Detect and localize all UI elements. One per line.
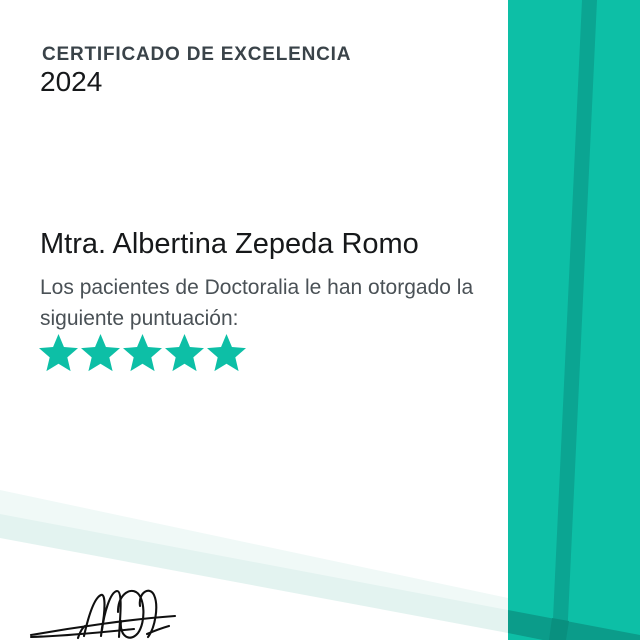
star-icon bbox=[164, 333, 205, 374]
star-rating bbox=[38, 333, 247, 374]
star-icon bbox=[38, 333, 79, 374]
rating-description bbox=[40, 272, 490, 334]
band-overlap-dark bbox=[549, 618, 569, 640]
signature bbox=[26, 584, 186, 640]
star-icon bbox=[206, 333, 247, 374]
certificate-title: CERTIFICADO DE EXCELENCIA bbox=[42, 44, 352, 65]
recipient-name: Mtra. Albertina Zepeda Romo bbox=[40, 228, 419, 260]
star-icon bbox=[122, 333, 163, 374]
rating-description-line1: Los pacientes de Doctoralia le han otorgado la bbox=[40, 276, 474, 299]
star-icon bbox=[80, 333, 121, 374]
certificate-year: 2024 bbox=[40, 66, 103, 97]
rating-description-line2: siguiente puntuación: bbox=[40, 307, 239, 330]
